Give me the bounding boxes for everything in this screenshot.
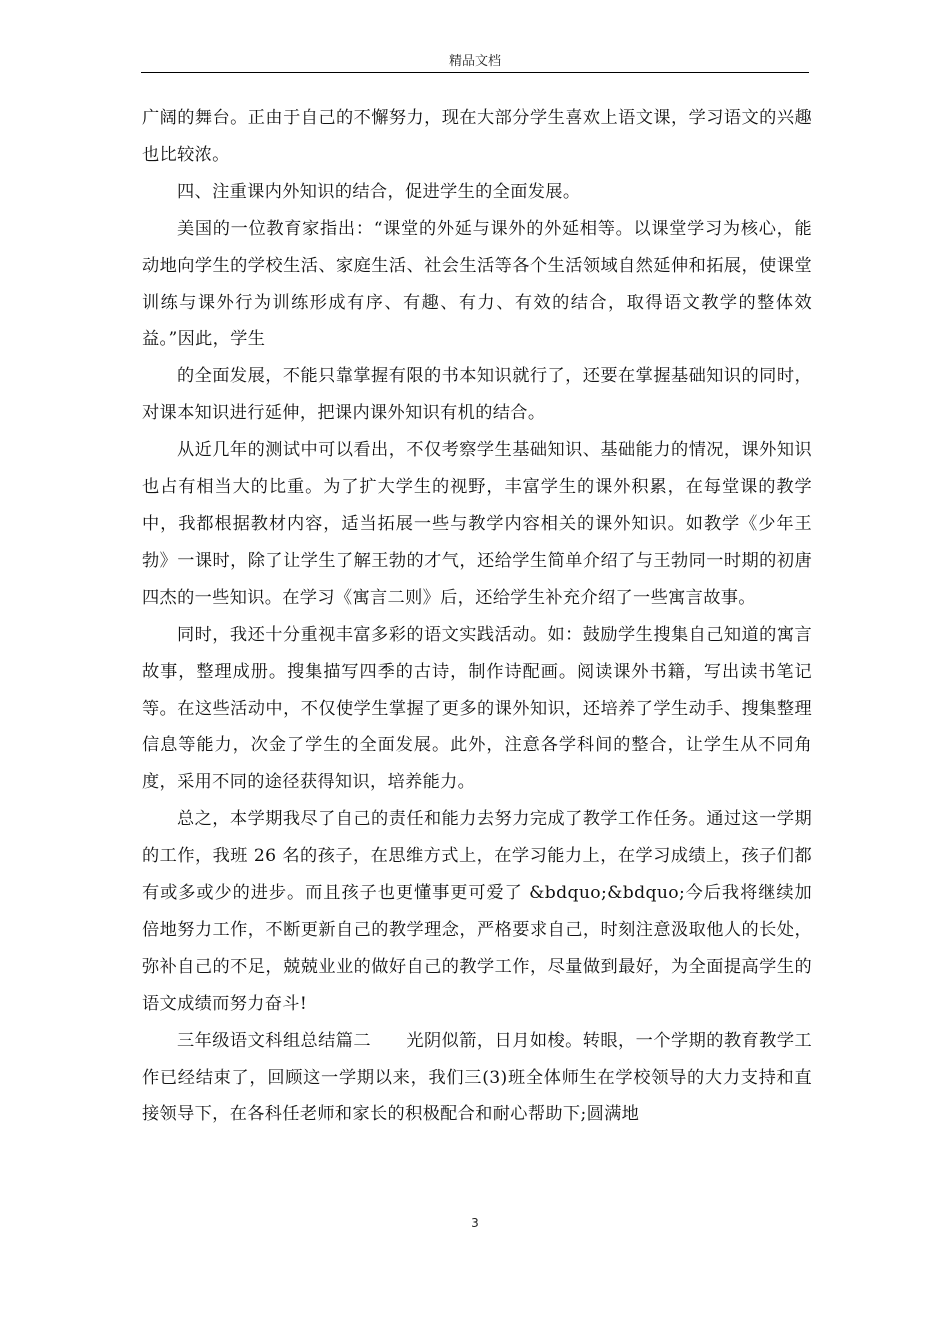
paragraph: 三年级语文科组总结篇二 光阴似箭，日月如梭。转眼，一个学期的教育教学工作已经结束了，回顾这一学期以来，我们三(3)班全体师生在学校领导的大力支持和直接领导下，在各科任老师和家长的积极配合和耐心帮助下;圆满地 bbox=[142, 1030, 812, 1125]
document-body bbox=[142, 100, 812, 1133]
paragraph: 总之，本学期我尽了自己的责任和能力去努力完成了教学工作任务。通过这一学期的工作，我班 26 名的孩子，在思维方式上，在学习能力上，在学习成绩上，孩子们都有或多或少的进步。而且孩子也更懂事更可爱了 &bdquo;&bdquo;今后我将继续加倍地努力工作，不断更新自己的教学理念，严格要求自己，时刻注意汲取他人的长处，弥补自己的不足，兢兢业业的做好自己的教学工作，尽量做到最好，为全面提高学生的语文成绩而努力奋斗! bbox=[142, 809, 812, 1014]
paragraph: 从近几年的测试中可以看出，不仅考察学生基础知识、基础能力的情况，课外知识也占有相当大的比重。为了扩大学生的视野，丰富学生的课外积累，在每堂课的教学中，我都根据教材内容，适当拓展一些与教学内容相关的课外知识。如教学《少年王勃》一课时，除了让学生了解王勃的才气，还给学生简单介绍了与王勃同一时期的初唐四杰的一些知识。在学习《寓言二则》后，还给学生补充介绍了一些寓言故事。 bbox=[142, 440, 812, 608]
page-header: 精品文档 bbox=[448, 54, 501, 69]
header-divider bbox=[141, 72, 809, 73]
page-number: 3 bbox=[471, 1216, 479, 1230]
paragraph: 广阔的舞台。正由于自己的不懈努力，现在大部分学生喜欢上语文课，学习语文的兴趣也比较浓。 bbox=[142, 108, 812, 165]
section-heading: 四、注重课内外知识的结合，促进学生的全面发展。 bbox=[177, 181, 581, 202]
paragraph: 美国的一位教育家指出：“课堂的外延与课外的外延相等。以课堂学习为核心，能动地向学生的学校生活、家庭生活、社会生活等各个生活领域自然延伸和拓展，使课堂训练与课外行为训练形成有序、有趣、有力、有效的结合，取得语文教学的整体效益。”因此，学生 bbox=[142, 218, 812, 350]
paragraph: 的全面发展，不能只靠掌握有限的书本知识就行了，还要在掌握基础知识的同时，对课本知识进行延伸，把课内课外知识有机的结合。 bbox=[142, 366, 812, 424]
paragraph: 同时，我还十分重视丰富多彩的语文实践活动。如：鼓励学生搜集自己知道的寓言故事，整理成册。搜集描写四季的古诗，制作诗配画。阅读课外书籍，写出读书笔记等。在这些活动中，不仅使学生掌握了更多的课外知识，还培养了学生动手、搜集整理信息等能力，次金了学生的全面发展。此外，注意各学科间的整合，让学生从不同角度，采用不同的途径获得知识，培养能力。 bbox=[142, 624, 812, 793]
